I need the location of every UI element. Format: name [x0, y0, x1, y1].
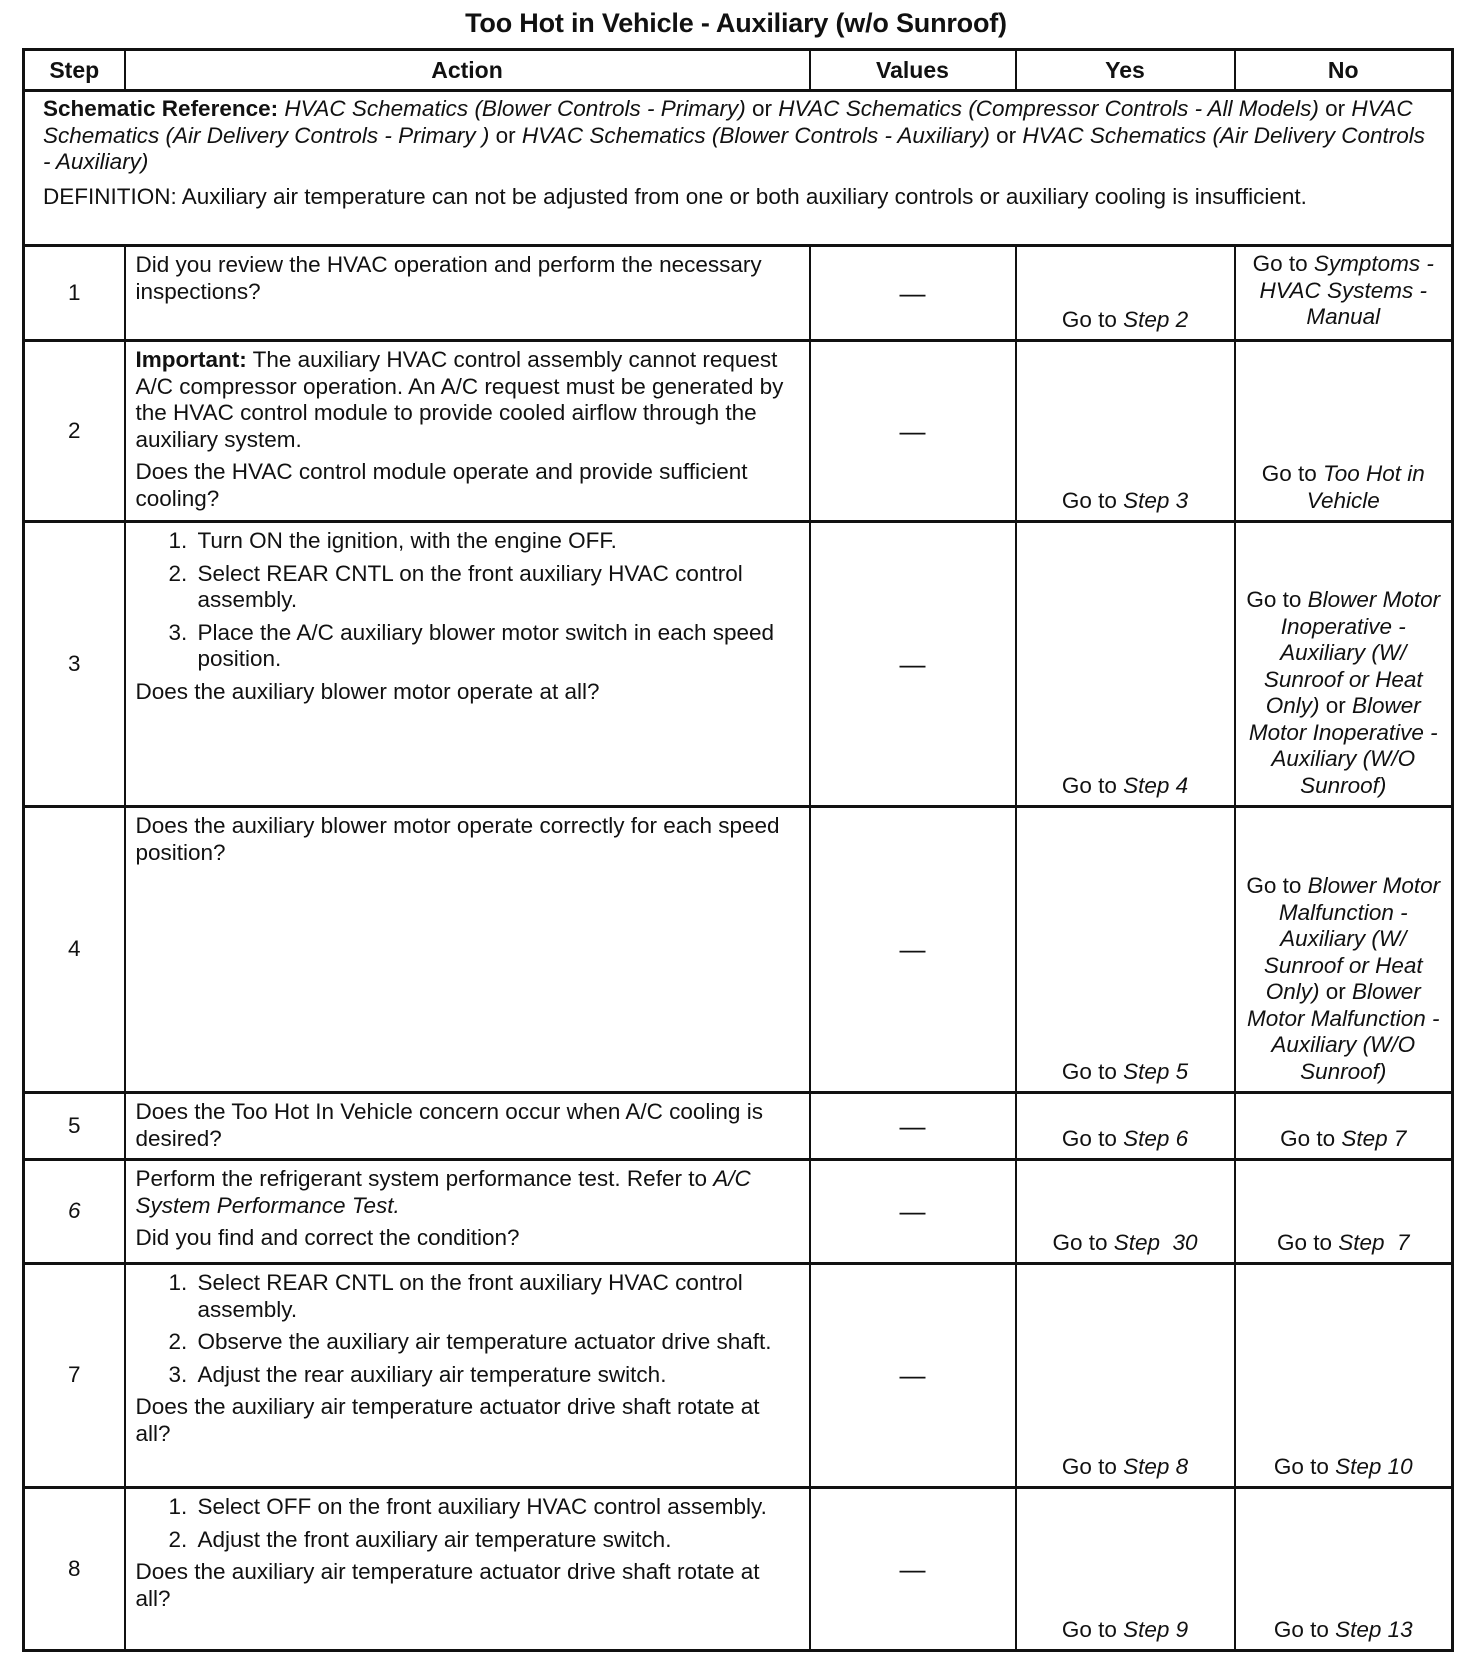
- step-number: 1: [24, 246, 125, 341]
- substep-list: [136, 1270, 799, 1388]
- yes-cell: [1016, 1488, 1235, 1651]
- yes-link[interactable]: Step 2: [1123, 306, 1189, 332]
- substep: 1. Select REAR CNTL on the front auxiliary HVAC control assembly.: [194, 1270, 799, 1323]
- no-cell: [1235, 807, 1453, 1093]
- substep: 3. Adjust the rear auxiliary air temperature switch.: [194, 1362, 799, 1389]
- page-title: Too Hot in Vehicle - Auxiliary (w/o Sunroof): [465, 8, 1007, 38]
- action-cell: [125, 341, 810, 522]
- substep-list: [136, 1494, 799, 1553]
- column-header-step: Step: [24, 50, 125, 91]
- substep: 1. Select OFF on the front auxiliary HVAC control assembly.: [194, 1494, 799, 1521]
- separator-text: or: [989, 122, 1023, 148]
- yes-link[interactable]: Step 30: [1113, 1229, 1198, 1255]
- goto-prefix: Go to: [1246, 873, 1308, 898]
- value-cell: —: [810, 807, 1016, 1093]
- no-cell: [1235, 246, 1453, 341]
- question-text: Does the HVAC control module operate and provide sufficient cooling?: [135, 459, 748, 511]
- step-number: 8: [24, 1488, 125, 1651]
- goto-prefix: Go to: [1061, 1616, 1124, 1642]
- no-cell: [1235, 1093, 1453, 1160]
- no-link[interactable]: Step 10: [1335, 1453, 1413, 1479]
- step-number: 7: [24, 1264, 125, 1488]
- separator-text: or: [745, 96, 779, 121]
- no-link[interactable]: Symptoms - HVAC Systems - Manual: [1259, 251, 1434, 329]
- schematic-link[interactable]: HVAC Schematics (Air Delivery Controls - Primary ): [43, 96, 1413, 148]
- no-link[interactable]: Blower Motor Inoperative - Auxiliary (W/ Sunroof or Heat Only): [1263, 587, 1441, 718]
- column-header-values: Values: [810, 50, 1016, 91]
- instruction-text: [136, 1166, 799, 1219]
- goto-prefix: Go to: [1061, 1058, 1124, 1084]
- schematic-link[interactable]: HVAC Schematics (Blower Controls - Primary): [284, 96, 746, 121]
- step-number-text: 6: [67, 1198, 81, 1224]
- instruction-body: Perform the refrigerant system performance test. Refer to: [135, 1166, 714, 1191]
- table-row: [24, 1160, 1453, 1264]
- step-number: 5: [24, 1093, 125, 1160]
- step-number: [24, 1160, 125, 1264]
- value-cell: —: [810, 1488, 1016, 1651]
- schematic-reference-label: Schematic Reference:: [43, 96, 279, 121]
- schematic-link[interactable]: HVAC Schematics (Compressor Controls - All Models): [778, 96, 1319, 121]
- action-cell: [125, 1488, 810, 1651]
- value-cell: —: [810, 1160, 1016, 1264]
- separator-text: or: [489, 122, 522, 148]
- goto-prefix: Go to: [1252, 251, 1314, 276]
- diagnostic-table: [22, 48, 1454, 1652]
- table-header-row: [24, 50, 1453, 91]
- important-text: The auxiliary HVAC control assembly cannot request A/C compressor operation. An A/C request must be generated by the HVAC control module to provide cooled airflow through the auxiliary system.: [135, 347, 784, 452]
- question-text: Does the auxiliary blower motor operate correctly for each speed position?: [135, 813, 780, 865]
- value-cell: —: [810, 1264, 1016, 1488]
- no-link[interactable]: Blower Motor Malfunction - Auxiliary (W/ Sunroof or Heat Only): [1263, 873, 1441, 1004]
- action-cell: [125, 1160, 810, 1264]
- substep: 2. Adjust the front auxiliary air temperature switch.: [194, 1527, 799, 1554]
- question-text: Did you review the HVAC operation and perform the necessary inspections?: [135, 252, 762, 304]
- yes-link[interactable]: Step 5: [1123, 1058, 1189, 1084]
- yes-link[interactable]: Step 6: [1123, 1125, 1189, 1151]
- goto-prefix: Go to: [1061, 306, 1124, 332]
- no-cell: [1235, 341, 1453, 522]
- column-header-yes: Yes: [1016, 50, 1235, 91]
- schematic-reference-cell: [24, 91, 1453, 246]
- no-link[interactable]: Too Hot in Vehicle: [1306, 461, 1425, 513]
- question-text: Does the auxiliary air temperature actuator drive shaft rotate at all?: [135, 1559, 760, 1611]
- separator-text: or: [1319, 693, 1352, 718]
- table-row: [24, 522, 1453, 807]
- substep: 2. Select REAR CNTL on the front auxiliary HVAC control assembly.: [194, 561, 799, 614]
- table-row: [24, 807, 1453, 1093]
- definition-text: DEFINITION: Auxiliary air temperature can not be adjusted from one or both auxiliary controls or auxiliary cooling is insufficient.: [43, 183, 1307, 209]
- question-text: Did you find and correct the condition?: [135, 1225, 520, 1250]
- value-cell: —: [810, 1093, 1016, 1160]
- goto-prefix: Go to: [1246, 587, 1308, 612]
- yes-cell: [1016, 246, 1235, 341]
- no-link[interactable]: Step 7: [1338, 1229, 1410, 1255]
- column-header-action: Action: [125, 50, 810, 91]
- step-number: 2: [24, 341, 125, 522]
- separator-text: or: [1318, 96, 1352, 121]
- value-cell: —: [810, 246, 1016, 341]
- schematic-link[interactable]: HVAC Schematics (Air Delivery Controls - Auxiliary): [43, 122, 1426, 174]
- yes-cell: [1016, 1093, 1235, 1160]
- goto-prefix: Go to: [1052, 1229, 1114, 1255]
- table-row: [24, 246, 1453, 341]
- goto-prefix: Go to: [1061, 1453, 1124, 1479]
- column-header-no: No: [1235, 50, 1453, 91]
- table-row: [24, 341, 1453, 522]
- important-label: Important:: [135, 347, 247, 372]
- no-cell: [1235, 1264, 1453, 1488]
- table-row: [24, 1264, 1453, 1488]
- action-cell: [125, 522, 810, 807]
- goto-prefix: Go to: [1061, 487, 1124, 513]
- goto-prefix: Go to: [1061, 772, 1124, 798]
- schematic-link[interactable]: HVAC Schematics (Blower Controls - Auxiliary): [521, 122, 990, 148]
- substep: 1. Turn ON the ignition, with the engine OFF.: [194, 528, 799, 555]
- schematic-reference-row: [24, 91, 1453, 246]
- goto-prefix: Go to: [1261, 461, 1324, 486]
- action-cell: [125, 246, 810, 341]
- yes-link[interactable]: Step 8: [1123, 1453, 1189, 1479]
- action-cell: [125, 1264, 810, 1488]
- yes-cell: [1016, 522, 1235, 807]
- yes-cell: [1016, 341, 1235, 522]
- no-link-alt[interactable]: Blower Motor Inoperative - Auxiliary (W/O Sunroof): [1248, 693, 1438, 798]
- separator-text: or: [1319, 979, 1352, 1004]
- yes-cell: [1016, 1160, 1235, 1264]
- yes-link[interactable]: Step 9: [1123, 1616, 1189, 1642]
- table-row: [24, 1488, 1453, 1651]
- goto-prefix: Go to: [1061, 1125, 1124, 1151]
- yes-cell: [1016, 807, 1235, 1093]
- no-link[interactable]: Step 7: [1341, 1125, 1407, 1151]
- question-text: Does the Too Hot In Vehicle concern occur when A/C cooling is desired?: [135, 1099, 763, 1151]
- substep-list: [136, 528, 799, 673]
- yes-cell: [1016, 1264, 1235, 1488]
- table-row: [24, 1093, 1453, 1160]
- yes-link[interactable]: Step 3: [1123, 487, 1189, 513]
- substep: 2. Observe the auxiliary air temperature actuator drive shaft.: [194, 1329, 799, 1356]
- important-note: [136, 347, 799, 453]
- value-cell: —: [810, 522, 1016, 807]
- no-cell: [1235, 1488, 1453, 1651]
- goto-prefix: Go to: [1273, 1616, 1336, 1642]
- value-cell: —: [810, 341, 1016, 522]
- no-cell: [1235, 1160, 1453, 1264]
- goto-prefix: Go to: [1276, 1229, 1339, 1255]
- action-cell: [125, 807, 810, 1093]
- substep: 3. Place the A/C auxiliary blower motor switch in each speed position.: [194, 620, 799, 673]
- goto-prefix: Go to: [1280, 1125, 1342, 1151]
- schematic-reference: [43, 96, 1437, 176]
- no-link-alt[interactable]: Blower Motor Malfunction - Auxiliary (W/O Sunroof): [1246, 979, 1440, 1084]
- no-cell: [1235, 522, 1453, 807]
- action-cell: [125, 1093, 810, 1160]
- question-text: Does the auxiliary air temperature actuator drive shaft rotate at all?: [135, 1394, 760, 1446]
- procedure-link[interactable]: A/C System Performance Test.: [135, 1166, 751, 1218]
- question-text: Does the auxiliary blower motor operate at all?: [135, 678, 600, 704]
- step-number: 3: [24, 522, 125, 807]
- goto-prefix: Go to: [1273, 1453, 1336, 1479]
- yes-link[interactable]: Step 4: [1123, 772, 1189, 798]
- no-link[interactable]: Step 13: [1335, 1616, 1413, 1642]
- step-number: 4: [24, 807, 125, 1093]
